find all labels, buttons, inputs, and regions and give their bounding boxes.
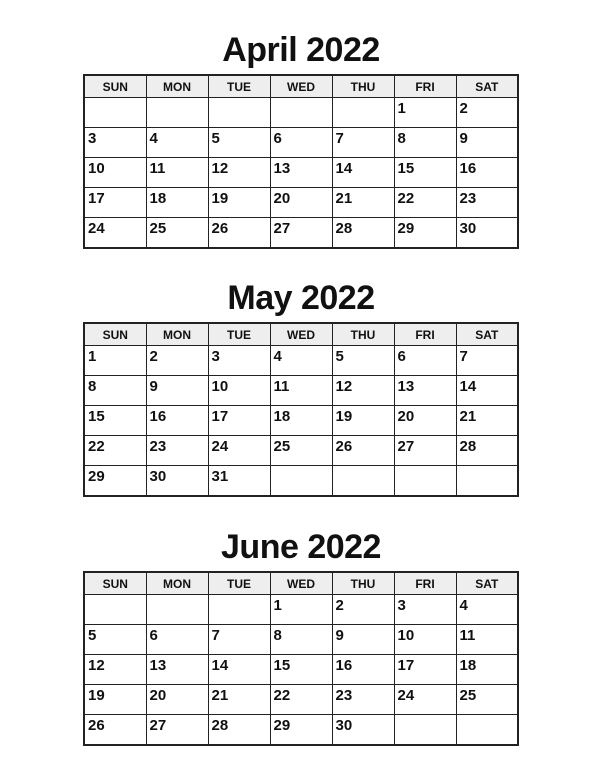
month-grid: [83, 571, 519, 746]
weekday-header: MON: [146, 75, 208, 98]
day-number: 1: [397, 100, 406, 117]
day-number: 6: [273, 130, 282, 147]
day-number: 25: [273, 438, 291, 455]
week-row: [84, 655, 518, 685]
day-cell: [394, 98, 456, 128]
day-cell: [394, 595, 456, 625]
week-row: [84, 406, 518, 436]
day-cell: [84, 436, 146, 466]
day-cell: [332, 218, 394, 249]
empty-day-cell: [456, 715, 518, 746]
day-cell: [456, 625, 518, 655]
day-number: 22: [273, 687, 291, 704]
weekday-header-row: [84, 75, 518, 98]
day-number: 4: [149, 130, 158, 147]
day-number: 4: [273, 348, 282, 365]
day-cell: [270, 685, 332, 715]
day-cell: [208, 436, 270, 466]
day-cell: [332, 715, 394, 746]
weekday-header: WED: [270, 572, 332, 595]
day-number: 7: [211, 627, 220, 644]
weekday-header: WED: [270, 75, 332, 98]
day-cell: [270, 346, 332, 376]
day-cell: [332, 625, 394, 655]
day-cell: [270, 158, 332, 188]
empty-day-cell: [208, 595, 270, 625]
day-number: 22: [88, 438, 105, 455]
day-number: 21: [335, 190, 353, 207]
day-cell: [332, 128, 394, 158]
day-cell: [270, 625, 332, 655]
day-number: 3: [88, 130, 97, 147]
day-cell: [332, 595, 394, 625]
day-number: 6: [149, 627, 158, 644]
day-cell: [146, 376, 208, 406]
day-number: 8: [397, 130, 406, 147]
day-cell: [84, 466, 146, 497]
weekday-header: SAT: [456, 323, 518, 346]
empty-day-cell: [456, 466, 518, 497]
day-cell: [456, 655, 518, 685]
day-cell: [394, 376, 456, 406]
day-cell: [208, 466, 270, 497]
day-number: 5: [335, 348, 344, 365]
weekday-header: MON: [146, 572, 208, 595]
day-number: 27: [397, 438, 415, 455]
day-number: 5: [88, 627, 97, 644]
weekday-header: WED: [270, 323, 332, 346]
day-cell: [208, 218, 270, 249]
weekday-header: SUN: [84, 75, 146, 98]
day-number: 2: [459, 100, 468, 117]
day-cell: [456, 436, 518, 466]
day-number: 20: [397, 408, 415, 425]
day-number: 23: [335, 687, 353, 704]
week-row: [84, 346, 518, 376]
empty-day-cell: [84, 595, 146, 625]
day-cell: [332, 346, 394, 376]
day-number: 4: [459, 597, 468, 614]
day-cell: [270, 595, 332, 625]
day-cell: [332, 376, 394, 406]
weekday-header: MON: [146, 323, 208, 346]
day-number: 10: [88, 160, 105, 177]
day-number: 3: [397, 597, 406, 614]
day-number: 27: [273, 220, 291, 237]
week-row: [84, 685, 518, 715]
day-number: 7: [459, 348, 468, 365]
day-cell: [332, 655, 394, 685]
weekday-header: FRI: [394, 323, 456, 346]
day-number: 29: [397, 220, 415, 237]
day-cell: [208, 625, 270, 655]
week-row: [84, 436, 518, 466]
day-cell: [456, 98, 518, 128]
empty-day-cell: [332, 466, 394, 497]
day-cell: [456, 188, 518, 218]
day-number: 24: [88, 220, 105, 237]
day-number: 23: [459, 190, 477, 207]
day-number: 29: [273, 717, 291, 734]
weekday-header: FRI: [394, 572, 456, 595]
day-number: 5: [211, 130, 220, 147]
day-number: 16: [149, 408, 167, 425]
day-number: 15: [273, 657, 291, 674]
weekday-header: SAT: [456, 75, 518, 98]
month-title: April 2022: [222, 31, 380, 69]
day-number: 7: [335, 130, 344, 147]
week-row: [84, 715, 518, 746]
weekday-header: TUE: [208, 572, 270, 595]
day-cell: [270, 376, 332, 406]
day-number: 19: [88, 687, 105, 704]
weekday-header: SAT: [456, 572, 518, 595]
day-cell: [456, 406, 518, 436]
day-cell: [332, 436, 394, 466]
day-number: 1: [88, 348, 97, 365]
day-cell: [84, 715, 146, 746]
day-number: 28: [211, 717, 229, 734]
day-cell: [84, 406, 146, 436]
day-cell: [84, 685, 146, 715]
day-number: 17: [88, 190, 105, 207]
day-number: 9: [149, 378, 158, 395]
day-cell: [394, 218, 456, 249]
empty-day-cell: [394, 715, 456, 746]
day-number: 25: [149, 220, 167, 237]
weekday-header: SUN: [84, 572, 146, 595]
day-number: 15: [88, 408, 105, 425]
month-grid: [83, 74, 519, 249]
day-cell: [146, 466, 208, 497]
day-number: 30: [335, 717, 353, 734]
day-cell: [84, 346, 146, 376]
day-number: 13: [397, 378, 415, 395]
day-cell: [208, 128, 270, 158]
day-cell: [332, 406, 394, 436]
day-number: 21: [459, 408, 477, 425]
day-number: 20: [149, 687, 167, 704]
day-cell: [208, 406, 270, 436]
day-cell: [84, 218, 146, 249]
day-number: 9: [459, 130, 468, 147]
day-number: 12: [88, 657, 105, 674]
day-cell: [84, 625, 146, 655]
day-cell: [146, 128, 208, 158]
empty-day-cell: [146, 595, 208, 625]
weekday-header-row: [84, 323, 518, 346]
day-number: 28: [459, 438, 477, 455]
day-cell: [146, 346, 208, 376]
day-cell: [84, 655, 146, 685]
day-cell: [394, 655, 456, 685]
day-cell: [456, 158, 518, 188]
day-cell: [208, 158, 270, 188]
day-cell: [146, 715, 208, 746]
day-cell: [394, 436, 456, 466]
day-cell: [394, 158, 456, 188]
day-cell: [270, 128, 332, 158]
day-cell: [146, 188, 208, 218]
day-number: 9: [335, 627, 344, 644]
day-number: 14: [335, 160, 353, 177]
day-number: 15: [397, 160, 415, 177]
day-cell: [208, 346, 270, 376]
day-cell: [456, 218, 518, 249]
day-number: 25: [459, 687, 477, 704]
empty-day-cell: [84, 98, 146, 128]
weekday-header-row: [84, 572, 518, 595]
weekday-header: TUE: [208, 75, 270, 98]
day-number: 18: [273, 408, 291, 425]
day-number: 16: [335, 657, 353, 674]
day-number: 19: [335, 408, 353, 425]
day-cell: [270, 188, 332, 218]
day-number: 30: [149, 468, 167, 485]
day-number: 26: [211, 220, 229, 237]
day-number: 26: [335, 438, 353, 455]
day-number: 18: [459, 657, 477, 674]
day-cell: [84, 188, 146, 218]
day-number: 17: [211, 408, 229, 425]
week-row: [84, 595, 518, 625]
day-cell: [394, 685, 456, 715]
day-number: 22: [397, 190, 415, 207]
day-cell: [456, 128, 518, 158]
day-cell: [456, 685, 518, 715]
day-cell: [394, 346, 456, 376]
day-cell: [208, 376, 270, 406]
day-number: 11: [273, 378, 290, 395]
day-number: 11: [149, 160, 166, 177]
weekday-header: THU: [332, 75, 394, 98]
day-number: 1: [273, 597, 282, 614]
day-cell: [332, 685, 394, 715]
day-cell: [332, 188, 394, 218]
week-row: [84, 218, 518, 249]
day-number: 17: [397, 657, 415, 674]
day-number: 27: [149, 717, 167, 734]
day-cell: [456, 376, 518, 406]
day-number: 13: [149, 657, 167, 674]
day-cell: [394, 625, 456, 655]
week-row: [84, 466, 518, 497]
day-number: 26: [88, 717, 105, 734]
day-number: 11: [459, 627, 476, 644]
day-number: 12: [211, 160, 229, 177]
empty-day-cell: [208, 98, 270, 128]
day-number: 13: [273, 160, 291, 177]
day-cell: [208, 715, 270, 746]
week-row: [84, 376, 518, 406]
weekday-header: THU: [332, 572, 394, 595]
day-number: 16: [459, 160, 477, 177]
empty-day-cell: [270, 98, 332, 128]
day-cell: [146, 406, 208, 436]
day-cell: [146, 158, 208, 188]
day-number: 21: [211, 687, 229, 704]
day-number: 2: [335, 597, 344, 614]
day-number: 29: [88, 468, 105, 485]
day-cell: [208, 655, 270, 685]
day-number: 23: [149, 438, 167, 455]
empty-day-cell: [394, 466, 456, 497]
day-number: 31: [211, 468, 229, 485]
day-cell: [208, 188, 270, 218]
week-row: [84, 625, 518, 655]
weekday-header: SUN: [84, 323, 146, 346]
day-cell: [208, 685, 270, 715]
day-number: 24: [211, 438, 229, 455]
week-row: [84, 98, 518, 128]
day-number: 8: [273, 627, 282, 644]
day-cell: [394, 406, 456, 436]
empty-day-cell: [332, 98, 394, 128]
day-cell: [270, 218, 332, 249]
month-title: May 2022: [227, 279, 375, 317]
day-cell: [270, 655, 332, 685]
day-number: 28: [335, 220, 353, 237]
day-cell: [146, 685, 208, 715]
day-number: 19: [211, 190, 229, 207]
month-grid: [83, 322, 519, 497]
day-number: 2: [149, 348, 158, 365]
day-number: 20: [273, 190, 291, 207]
day-cell: [270, 715, 332, 746]
day-number: 14: [211, 657, 229, 674]
week-row: [84, 158, 518, 188]
day-number: 24: [397, 687, 415, 704]
day-number: 6: [397, 348, 406, 365]
day-cell: [146, 218, 208, 249]
day-number: 3: [211, 348, 220, 365]
day-cell: [146, 625, 208, 655]
day-cell: [394, 188, 456, 218]
weekday-header: THU: [332, 323, 394, 346]
day-number: 8: [88, 378, 97, 395]
day-cell: [456, 595, 518, 625]
day-cell: [394, 128, 456, 158]
empty-day-cell: [146, 98, 208, 128]
week-row: [84, 128, 518, 158]
empty-day-cell: [270, 466, 332, 497]
weekday-header: TUE: [208, 323, 270, 346]
day-number: 14: [459, 378, 477, 395]
day-cell: [146, 655, 208, 685]
day-cell: [270, 436, 332, 466]
day-number: 10: [397, 627, 415, 644]
day-cell: [270, 406, 332, 436]
day-number: 30: [459, 220, 477, 237]
month-title: June 2022: [221, 528, 381, 566]
day-number: 10: [211, 378, 229, 395]
day-cell: [456, 346, 518, 376]
day-cell: [84, 376, 146, 406]
day-cell: [84, 158, 146, 188]
day-cell: [84, 128, 146, 158]
day-number: 18: [149, 190, 167, 207]
day-number: 12: [335, 378, 353, 395]
weekday-header: FRI: [394, 75, 456, 98]
week-row: [84, 188, 518, 218]
day-cell: [332, 158, 394, 188]
day-cell: [146, 436, 208, 466]
